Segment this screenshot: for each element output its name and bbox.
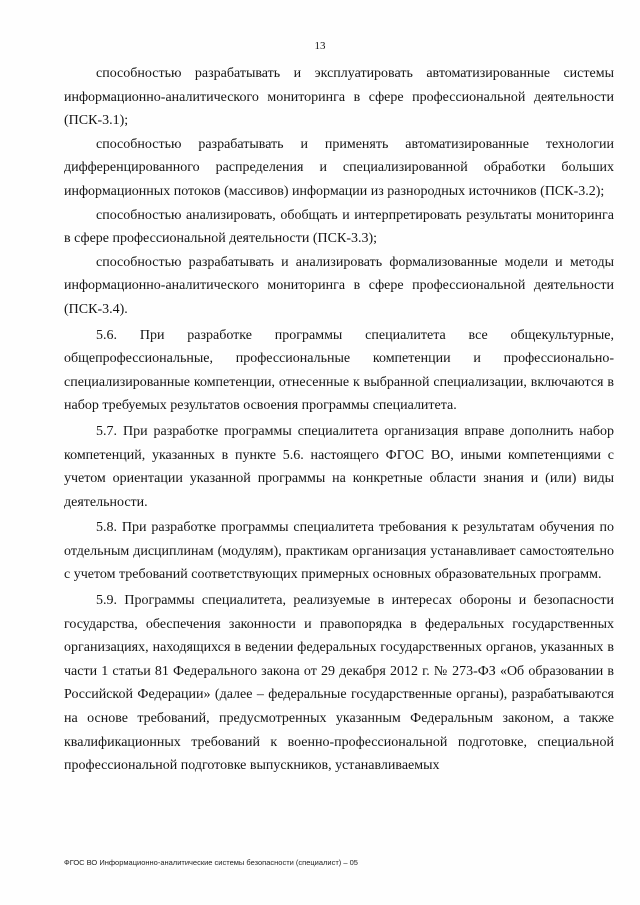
page-number: 13 [314, 40, 326, 52]
paragraph-5-7: 5.7. При разработке программы специалитета организация вправе дополнить набор компетенций, указанных в пункте 5.6. настоящего ФГОС ВО, иными компетенциями с учетом ориентации указанной программы на конкретные области знания и (или) виды деятельности. [64, 423, 614, 510]
paragraph-psk-3-1: способностью разрабатывать и эксплуатировать автоматизированные системы информационно-аналитического мониторинга в сфере профессиональной деятельности (ПСК-3.1); [64, 66, 614, 129]
paragraph-psk-3-4: способностью разрабатывать и анализировать формализованные модели и методы информационно-аналитического мониторинга в сфере профессиональной деятельности (ПСК-3.4). [64, 254, 614, 317]
paragraph-5-9: 5.9. Программы специалитета, реализуемые в интересах обороны и безопасности государства, обеспечения законности и правопорядка в федеральных государственных организациях, находящихся в ведении федеральных государственных органов, указанных в части 1 статьи 81 Федерального закона от 29 декабря 2012 г. № 273-ФЗ «Об образовании в Российской Федерации» (далее – федеральные государственные органы), разрабатываются на основе требований, предусмотренных указанным Федеральным законом, а также квалификационных требований к военно-профессиональной подготовке, специальной профессиональной подготовке выпускников, устанавливаемых [64, 593, 614, 774]
document-body [64, 62, 614, 778]
paragraph-5-8: 5.8. При разработке программы специалитета требования к результатам обучения по отдельным дисциплинам (модулям), практикам организация устанавливает самостоятельно с учетом требований соответствующих примерных основных образовательных программ. [64, 520, 614, 583]
paragraph-5-6: 5.6. При разработке программы специалитета все общекультурные, общепрофессиональные, профессиональные компетенции и профессионально-специализированные компетенции, отнесенные к выбранной специализации, включаются в набор требуемых результатов освоения программы специалитета. [64, 327, 614, 414]
paragraph-psk-3-3: способностью анализировать, обобщать и интерпретировать результаты мониторинга в сфере профессиональной деятельности (ПСК-3.3); [64, 207, 614, 247]
page-footer: ФГОС ВО Информационно-аналитические системы безопасности (специалист) – 05 [64, 858, 358, 867]
paragraph-psk-3-2: способностью разрабатывать и применять автоматизированные технологии дифференцированного распределения и специализированной обработки больших информационных потоков (массивов) информации из разнородных источников (ПСК-3.2); [64, 136, 614, 199]
